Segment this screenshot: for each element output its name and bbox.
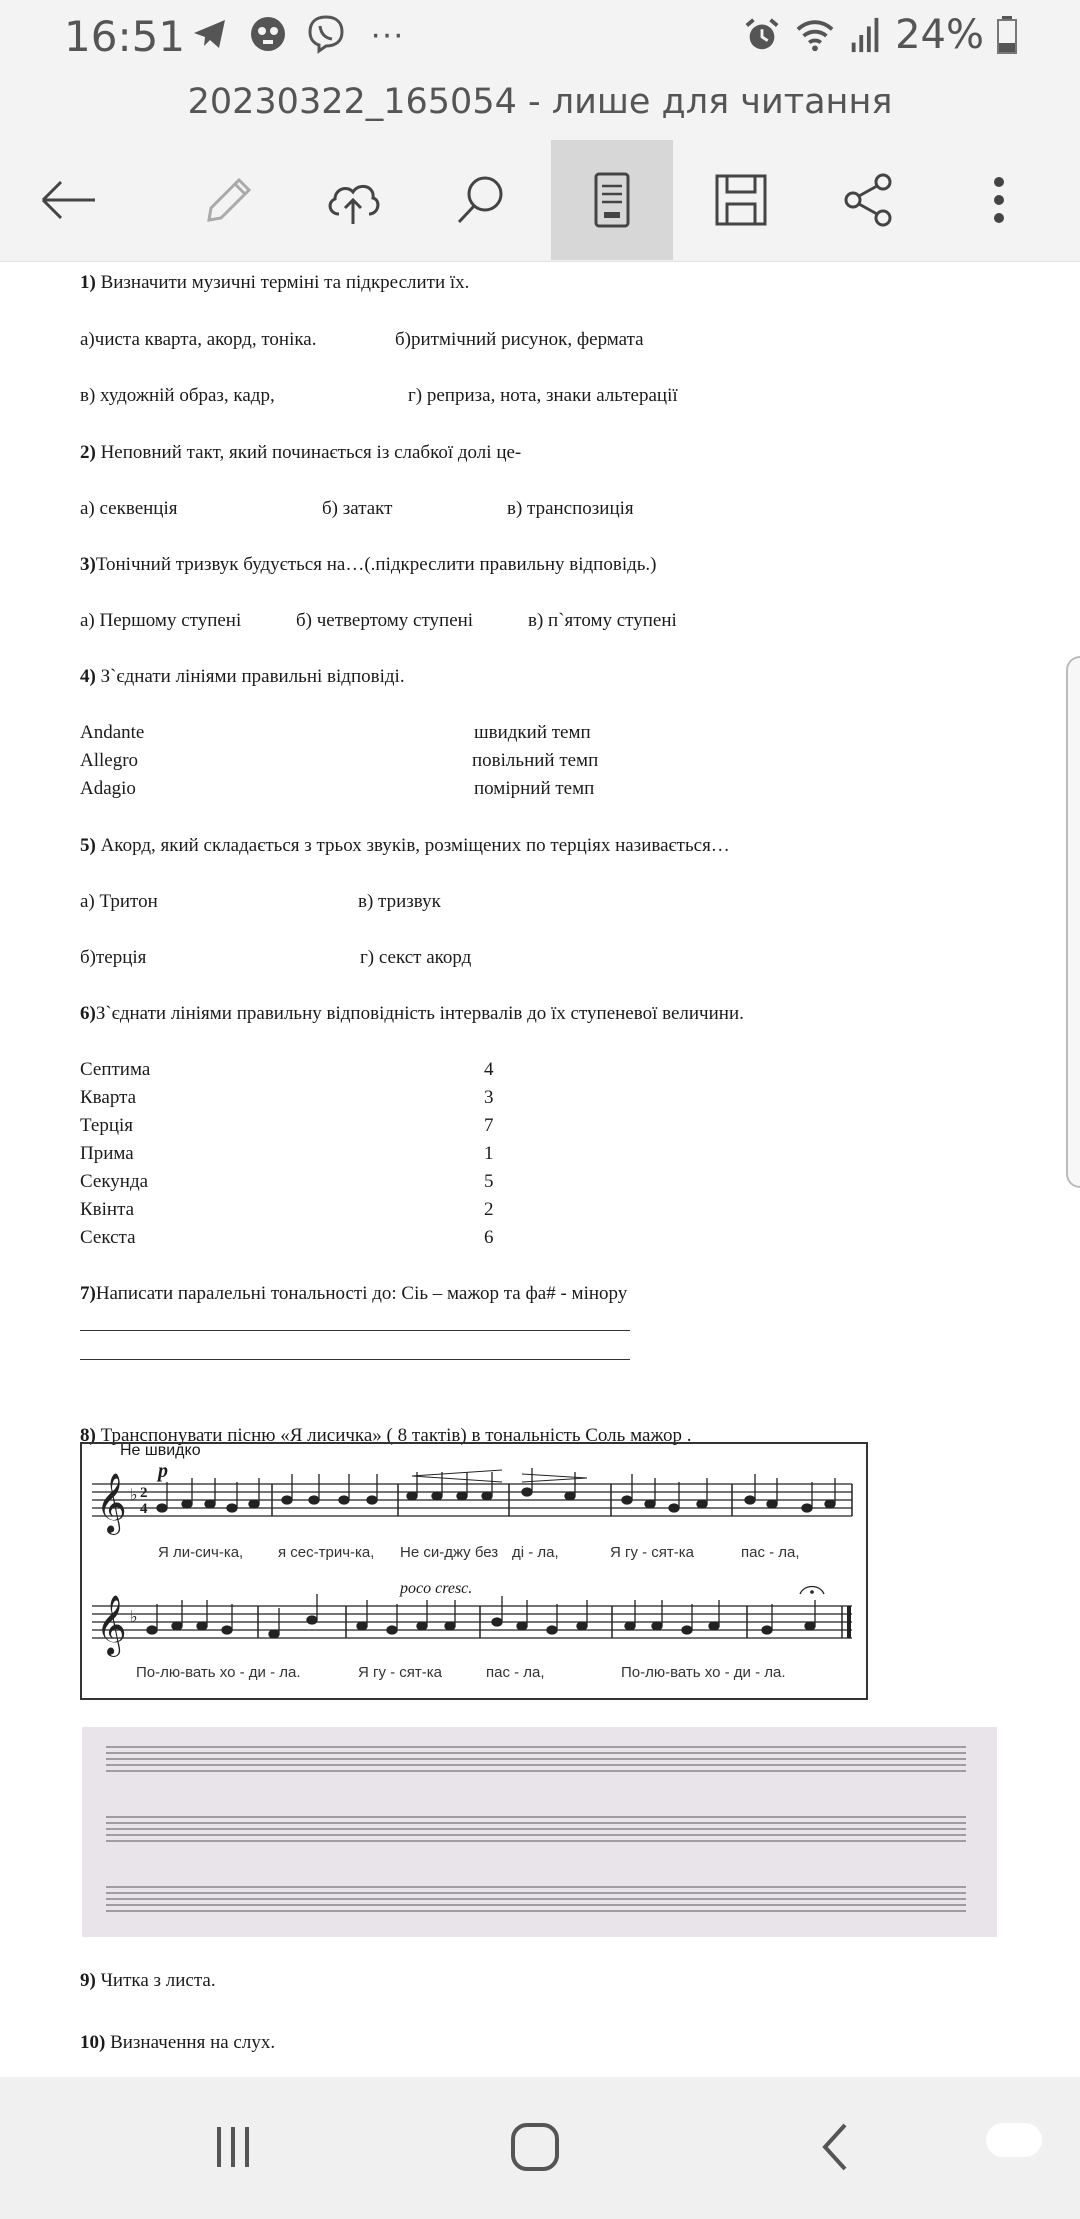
status-notification-icons [190,14,404,54]
question-1-option-c: в) художній образ, кадр, [80,385,275,406]
svg-text:2: 2 [140,1485,148,1501]
question-1-option-a: а)чиста кварта, акорд, тоніка. [80,329,317,350]
search-icon [449,168,513,232]
q6-left-item: Септима [80,1059,151,1080]
document-page[interactable] [0,262,1080,2077]
save-icon [709,168,773,232]
q6-left-item: Секста [80,1227,136,1248]
question-5-option-c: б)терція [80,947,147,968]
back-icon [37,168,101,232]
home-icon [505,2117,565,2177]
q6-left-item: Квінта [80,1199,135,1220]
skull-icon [248,14,288,54]
question-3-option-b: б) четвертому ступені [296,610,474,631]
question-8: 8) Транспонувати пісню «Я лисичка» ( 8 тактів) в тональність Соль мажор . [80,1425,692,1446]
q6-left-item: Терція [80,1115,134,1136]
alarm-icon [743,16,781,54]
upload-button[interactable] [292,140,414,260]
question-2: 2) Неповний такт, який починається із слабкої долі це- [80,442,522,463]
more-notifications-icon: ··· [370,14,404,53]
signal-icon [849,16,883,54]
question-6: 6)З`єднати лініями правильну відповідність інтервалів до їх ступеневої величини. [80,1003,744,1024]
question-1-option-b: б)ритмічний рисунок, фермата [395,329,644,350]
cloud-upload-icon [321,168,385,232]
question-3-option-a: а) Першому ступені [80,610,242,631]
q4-left-item: Adagio [80,778,136,799]
question-2-option-b: б) затакт [322,498,393,519]
navigation-bar [0,2077,1080,2219]
lyric-segment: Я ли-сич-ка, [158,1544,244,1561]
question-1: 1) Визначити музичні терміні та підкреслити їх. [80,272,470,293]
dynamic-marking: p [158,1460,168,1482]
answer-line [80,1330,630,1331]
question-1-option-d: г) реприза, нота, знаки альтерації [408,385,678,406]
share-icon [837,168,901,232]
q4-right-item: швидкий темп [474,722,591,743]
toolbar [0,138,1080,262]
status-system-icons [743,12,1018,58]
staff-notation [82,1444,866,1698]
question-3: 3)Тонічний тризвук будується на…(.підкреслити правильну відповідь.) [80,554,657,575]
tempo-marking: Не швидко [120,1442,201,1459]
svg-text:𝄞: 𝄞 [96,1595,127,1655]
q4-right-item: помірний темп [474,778,595,799]
more-icon [967,168,1031,232]
lyric-segment: пас - ла, [486,1664,545,1681]
back-nav-icon [807,2117,867,2177]
question-5-option-a: а) Тритон [80,891,158,912]
question-7: 7)Написати паралельні тональності до: Сіь – мажор та фа# - мінору [80,1283,628,1304]
question-10: 10) Визначення на слух. [80,2032,276,2053]
share-button[interactable] [808,140,930,260]
answer-line [80,1359,630,1360]
more-options-button[interactable] [938,140,1060,260]
question-4: 4) З`єднати лініями правильні відповіді. [80,666,405,687]
lyric-segment: Я гу - сят-ка [358,1664,443,1681]
svg-text:𝄞: 𝄞 [96,1473,127,1533]
q6-right-item: 6 [484,1227,494,1248]
q4-left-item: Andante [80,722,145,743]
document-title: 20230322_165054 - лише для читання [187,82,893,122]
lyric-segment: ді - ла, [512,1544,559,1561]
scroll-handle[interactable] [1066,656,1080,1188]
search-button[interactable] [420,140,542,260]
question-5: 5) Акорд, який складається з трьох звуків, розміщених по терціях називається… [80,835,730,856]
home-button[interactable] [490,2107,580,2187]
battery-icon [996,15,1018,55]
q6-right-item: 4 [484,1059,494,1080]
status-bar [0,0,1080,72]
q6-right-item: 1 [484,1143,494,1164]
lyric-segment: я сес-трич-ка, [278,1544,375,1561]
svg-text:♭: ♭ [130,1607,138,1626]
lyric-segment: По-лю-вать хо - ди - ла. [621,1664,786,1681]
question-5-option-b: в) тризвук [358,891,441,912]
question-5-option-d: г) секст акорд [360,947,472,968]
recent-apps-button[interactable] [188,2107,278,2187]
back-nav-button[interactable] [792,2107,882,2187]
save-button[interactable] [680,140,802,260]
lyric-segment: Я гу - сят-ка [610,1544,695,1561]
back-button[interactable] [8,140,130,260]
q6-right-item: 5 [484,1171,494,1192]
question-2-option-a: а) секвенція [80,498,178,519]
svg-text:4: 4 [140,1501,148,1517]
status-time: 16:51 [64,12,186,61]
reading-mode-icon [580,168,644,232]
lyric-segment: Не си-джу без [400,1544,499,1561]
telegram-icon [190,14,230,54]
viber-icon [306,14,346,54]
lyric-segment: пас - ла, [741,1544,800,1561]
battery-percentage: 24% [895,12,984,58]
wifi-icon [793,16,837,54]
q6-right-item: 3 [484,1087,494,1108]
floating-bubble[interactable] [986,2123,1042,2157]
lyric-segment: По-лю-вать хо - ди - ла. [136,1664,301,1681]
recent-apps-icon [203,2117,263,2177]
question-3-option-c: в) п`ятому ступені [528,610,677,631]
q6-right-item: 2 [484,1199,494,1220]
q6-left-item: Секунда [80,1171,149,1192]
edit-button[interactable] [166,140,288,260]
question-9: 9) Читка з листа. [80,1970,216,1991]
q6-right-item: 7 [484,1115,494,1136]
expression-marking: poco cresc. [400,1580,473,1597]
q6-left-item: Кварта [80,1087,137,1108]
blank-staff-area [82,1727,997,1937]
reading-mode-button[interactable] [551,140,673,260]
title-bar [0,72,1080,138]
q4-left-item: Allegro [80,750,139,771]
svg-text:♭: ♭ [130,1485,138,1504]
q6-left-item: Прима [80,1143,134,1164]
music-score [80,1442,868,1700]
question-2-option-c: в) транспозиція [507,498,634,519]
edit-icon [195,168,259,232]
q4-right-item: повільний темп [472,750,599,771]
